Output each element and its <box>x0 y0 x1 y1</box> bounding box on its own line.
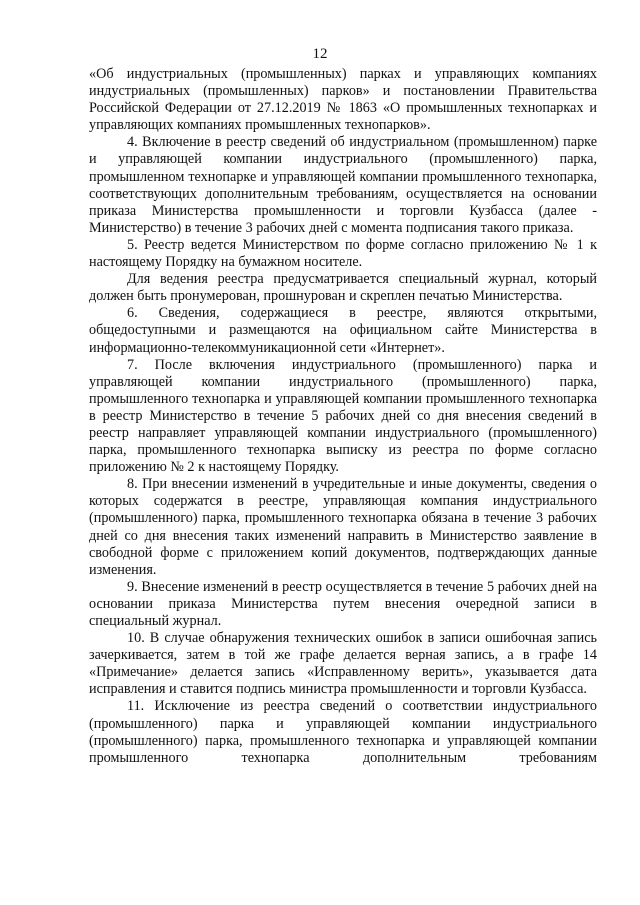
paragraph-item-7: 7. После включения индустриального (промышленного) парка и управляющей компании индустриального (промышленного) парка, промышленного технопарка и управляющей компании промышленного технопарка в реестр Министерство в течение 5 рабочих дней со дня внесения сведений в реестр направляет управляющей компании индустриального (промышленного) парка, промышленного технопарка выписку из реестра по форме согласно приложению № 2 к настоящему Порядку. <box>89 356 597 476</box>
paragraph-item-5: 5. Реестр ведется Министерством по форме согласно приложению № 1 к настоящему Порядку на бумажном носителе. <box>89 236 597 271</box>
paragraph-item-11: 11. Исключение из реестра сведений о соответствии индустриального (промышленного) парка и управляющей компании индустриального (промышленного) парка, промышленного технопарка и управляющей компании промышленного технопарка дополнительным требованиям <box>89 698 597 766</box>
paragraph-item-9: 9. Внесение изменений в реестр осуществляется в течение 5 рабочих дней на основании приказа Министерства путем внесения очередной записи в специальный журнал. <box>89 578 597 629</box>
paragraph-item-8: 8. При внесении изменений в учредительные и иные документы, сведения о которых содержатся в реестре, управляющая компания индустриального (промышленного) парка, промышленного технопарка обязана в течение 3 рабочих дней со дня внесения таких изменений направить в Министерство заявление в свободной форме с приложением копий документов, подтверждающих данные изменения. <box>89 476 597 578</box>
paragraph-item-4: 4. Включение в реестр сведений об индустриальном (промышленном) парке и управляющей компании индустриального (промышленного) парка, промышленном технопарке и управляющей компании промышленного технопарка, соответствующих дополнительным требованиям, осуществляется на основании приказа Министерства промышленности и торговли Кузбасса (далее - Министерство) в течение 3 рабочих дней с момента подписания такого приказа. <box>89 134 597 236</box>
body-text <box>89 66 597 767</box>
paragraph-item-10: 10. В случае обнаружения технических ошибок в записи ошибочная запись зачеркивается, затем в той же графе делается верная запись, а в графе 14 «Примечание» делается запись «Исправленному верить», указывается дата исправления и ставится подпись министра промышленности и торговли Кузбасса. <box>89 630 597 698</box>
page-number: 12 <box>312 46 328 62</box>
paragraph-continuation: «Об индустриальных (промышленных) парках и управляющих компаниях индустриальных (промышленных) парков» и постановлении Правительства Российской Федерации от 27.12.2019 № 1863 «О промышленных технопарках и управляющих компаниях промышленных технопарков». <box>89 66 597 134</box>
paragraph-journal: Для ведения реестра предусматривается специальный журнал, который должен быть пронумерован, прошнурован и скреплен печатью Министерства. <box>89 271 597 305</box>
paragraph-item-6: 6. Сведения, содержащиеся в реестре, являются открытыми, общедоступными и размещаются на официальном сайте Министерства в информационно-телекоммуникационной сети «Интернет». <box>89 305 597 356</box>
